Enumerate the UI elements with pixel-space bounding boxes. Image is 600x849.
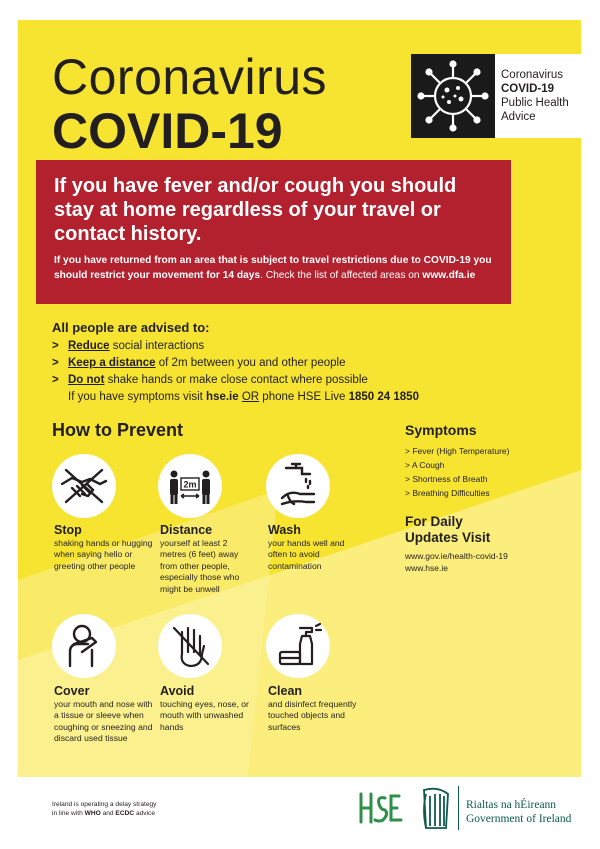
updates-links — [405, 550, 565, 574]
footer-note: Ireland is operating a delay strategy in line with WHO and ECDC advice — [52, 801, 157, 817]
alert-box — [36, 160, 511, 304]
prevent-title-stop: Stop — [54, 523, 82, 537]
government-wordmark — [466, 798, 571, 826]
symptom-item: > Fever (High Temperature) — [405, 446, 510, 456]
virus-icon — [411, 54, 495, 138]
title-coronavirus: Coronavirus — [52, 49, 328, 105]
cough-cover-icon — [52, 614, 116, 678]
prevent-desc-stop: shaking hands or hugging when saying hello or greeting other people — [54, 538, 153, 571]
badge-line-4: Advice — [501, 111, 536, 123]
hse-logo — [355, 790, 405, 826]
distance-2m-icon — [158, 454, 222, 518]
symptom-item: > A Cough — [405, 460, 445, 470]
hse-site-link[interactable]: www.hse.ie — [405, 563, 448, 573]
no-touch-hand-icon — [158, 614, 222, 678]
advice-item: > Do not shake hands or make close contact where possible — [52, 374, 368, 386]
poster — [18, 20, 581, 777]
gov-english-name: Government of Ireland — [466, 813, 572, 825]
prevent-desc-wash: your hands well and often to avoid contamination — [268, 538, 345, 571]
symptoms-contact-line: If you have symptoms visit hse.ie OR phone HSE Live 1850 24 1850 — [68, 391, 419, 403]
gov-irish-name: Rialtas na hÉireann — [466, 799, 557, 811]
harp-emblem — [418, 784, 454, 834]
alert-heading: If you have fever and/or cough you should stay at home regardless of your travel or contact history. — [54, 175, 457, 245]
advice-item: > Keep a distance of 2m between you and other people — [52, 357, 346, 369]
title-covid19: COVID-19 — [52, 103, 283, 159]
badge-line-3: Public Health — [501, 97, 569, 109]
hse-link[interactable]: hse.ie — [206, 391, 239, 403]
badge-line-2: COVID-19 — [501, 83, 555, 95]
prevent-desc-avoid: touching eyes, nose, or mouth with unwashed hands — [160, 699, 249, 732]
handshake-icon — [52, 454, 116, 518]
symptoms-sidebar — [405, 422, 565, 574]
prevent-desc-cover: your mouth and nose with a tissue or sleeve when coughing or sneezing and discard used tissue — [54, 699, 153, 744]
prevent-title-clean: Clean — [268, 684, 303, 698]
prevent-title-wash: Wash — [268, 523, 301, 537]
badge-line-1: Coronavirus — [501, 69, 563, 81]
prevent-desc-distance: yourself at least 2 metres (6 feet) away from other people, especially those who might be unwell — [160, 538, 240, 594]
hse-live-phone[interactable]: 1850 24 1850 — [348, 391, 419, 403]
symptoms-heading: Symptoms — [405, 422, 477, 438]
spray-clean-icon — [266, 614, 330, 678]
handwash-icon — [266, 454, 330, 518]
advice-heading: All people are advised to: — [52, 320, 210, 335]
distance-label: 2m — [183, 479, 197, 490]
advice-section — [52, 320, 572, 406]
logo-divider — [458, 786, 459, 830]
dfa-link[interactable]: www.dfa.ie — [422, 270, 476, 281]
symptom-item: > Shortness of Breath — [405, 474, 488, 484]
how-to-prevent-heading: How to Prevent — [52, 420, 184, 440]
updates-heading: For Daily Updates Visit — [405, 514, 491, 545]
symptom-item: > Breathing Difficulties — [405, 488, 490, 498]
prevent-desc-clean: and disinfect frequently touched objects and surfaces — [268, 699, 357, 732]
alert-body: If you have returned from an area that is subject to travel restrictions due to COVID-19 you should restrict your movement for 14 days. Check the list of affected areas on www.dfa.ie — [54, 255, 492, 281]
gov-health-link[interactable]: www.gov.ie/health-covid-19 — [405, 551, 508, 561]
public-health-badge — [411, 54, 581, 138]
advice-item: > Reduce social interactions — [52, 340, 205, 352]
prevent-title-distance: Distance — [160, 523, 213, 537]
prevent-title-avoid: Avoid — [160, 684, 195, 698]
prevent-title-cover: Cover — [54, 684, 90, 698]
